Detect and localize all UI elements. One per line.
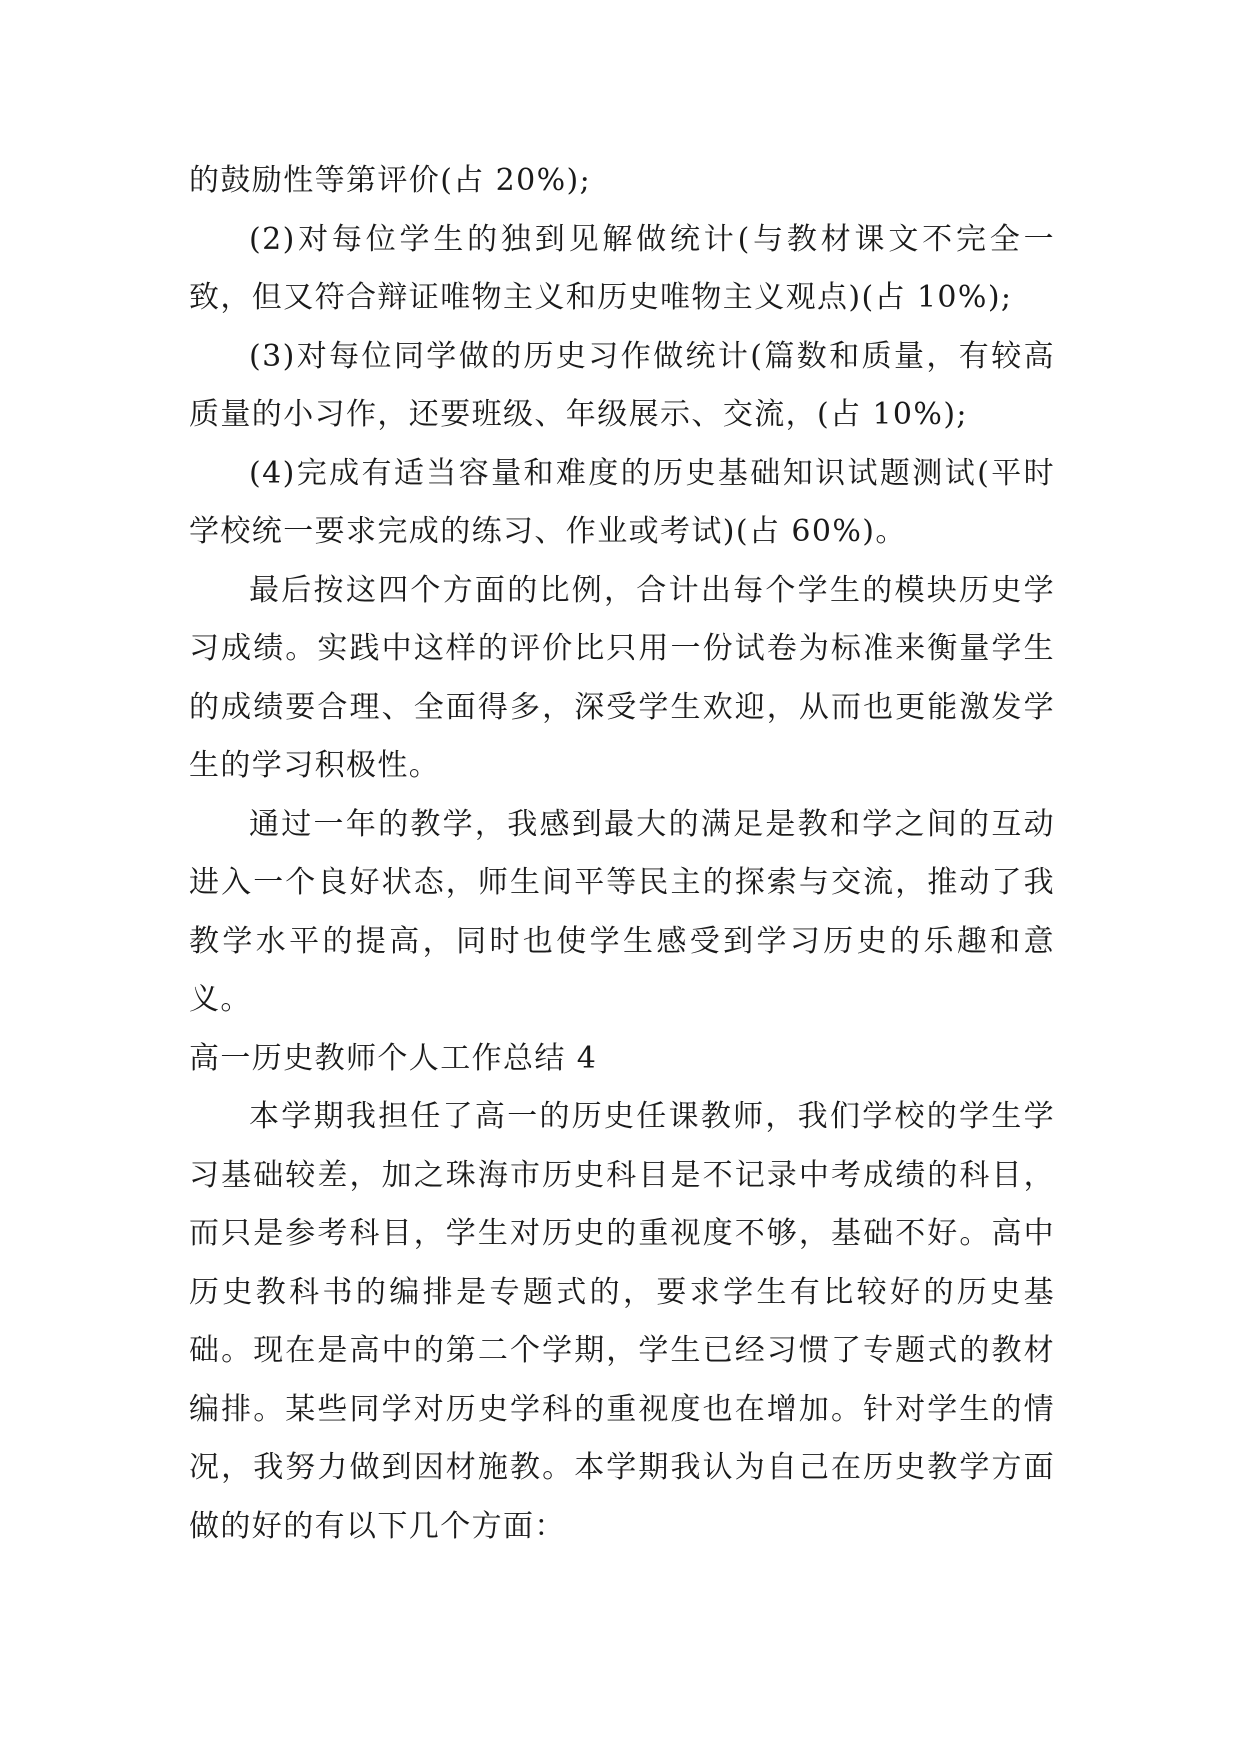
paragraph-5: 最后按这四个方面的比例，合计出每个学生的模块历史学习成绩。实践中这样的评价比只用一份试卷为标准来衡量学生的成绩要合理、全面得多，深受学生欢迎，从而也更能激发学生的学习积极性。 xyxy=(189,572,1055,783)
paragraph-3: (3)对每位同学做的历史习作做统计(篇数和质量，有较高质量的小习作，还要班级、年级展示、交流，(占 10%); xyxy=(189,338,1055,432)
document-body xyxy=(189,152,1055,1556)
paragraph-2: (2)对每位学生的独到见解做统计(与教材课文不完全一致，但又符合辩证唯物主义和历史唯物主义观点)(占 10%); xyxy=(189,221,1055,315)
paragraph-6: 通过一年的教学，我感到最大的满足是教和学之间的互动进入一个良好状态，师生间平等民主的探索与交流，推动了我教学水平的提高，同时也使学生感受到学习历史的乐趣和意义。 xyxy=(189,806,1055,1017)
section-heading: 高一历史教师个人工作总结 4 xyxy=(189,1040,598,1076)
paragraph-body: 本学期我担任了高一的历史任课教师，我们学校的学生学习基础较差，加之珠海市历史科目是不记录中考成绩的科目，而只是参考科目，学生对历史的重视度不够，基础不好。高中历史教科书的编排是专题式的，要求学生有比较好的历史基础。现在是高中的第二个学期，学生已经习惯了专题式的教材编排。某些同学对历史学科的重视度也在增加。针对学生的情况，我努力做到因材施教。本学期我认为自己在历史教学方面做的好的有以下几个方面： xyxy=(189,1099,1055,1544)
paragraph-4: (4)完成有适当容量和难度的历史基础知识试题测试(平时学校统一要求完成的练习、作业或考试)(占 60%)。 xyxy=(189,455,1055,549)
paragraph-1: 的鼓励性等第评价(占 20%); xyxy=(189,163,592,198)
